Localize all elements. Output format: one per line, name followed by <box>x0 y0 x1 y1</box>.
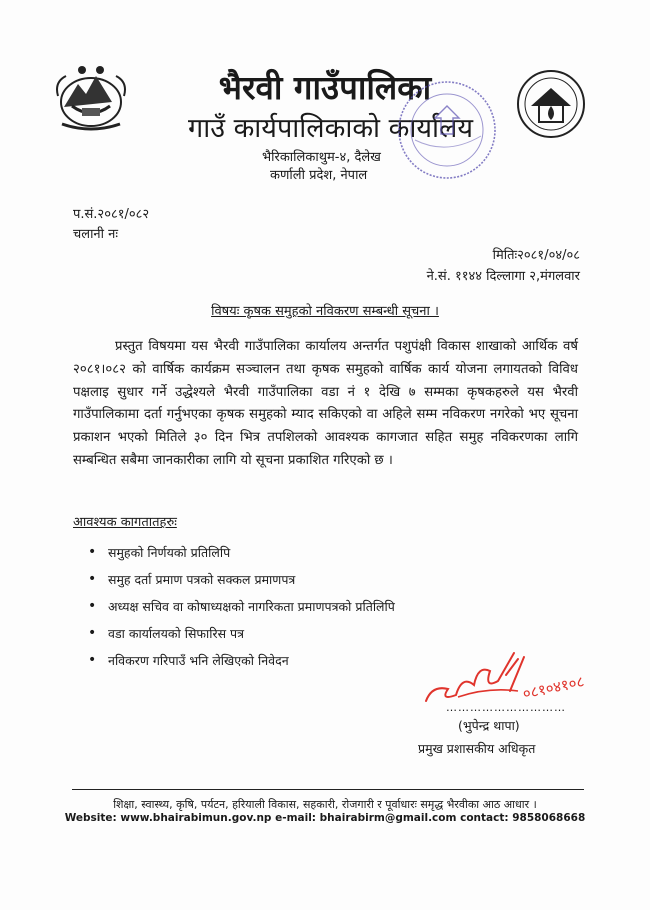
requirements-list <box>88 544 395 679</box>
signature-line: ………………………… <box>446 701 566 714</box>
list-item: • समुह दर्ता प्रमाण पत्रको सक्कल प्रमाणपत्र <box>88 571 395 598</box>
footer-divider <box>72 789 584 790</box>
dispatch-number: चलानी नः <box>73 227 118 242</box>
letter-body-paragraph: प्रस्तुत विषयमा यस भैरवी गाउँपालिका कार्यालय अन्तर्गत पशुपंक्षी विकास शाखाको आर्थिक वर्ष २०८१।०८२ को वार्षिक कार्यक्रम सञ्चालन तथा कृषक समुहको वार्षिक कार्य योजना लगायतको विविध पक्षलाइ सुधार गर्ने उद्धेश्यले भैरवी गाउँपालिका वडा नं १ देखि ७ सम्मका कृषकहरुले यस भैरवी गाउँपालिकामा दर्ता गर्नुभएका कृषक समुहको म्याद सकिएको वा अहिले सम्म नविकरण नगरेको भए सूचना प्रकाशन भएको मितिले ३० दिन भित्र तपशिलको आवश्यक कागजात सहित समुह नविकरणका लागि सम्बन्धित सबैमा जानकारीका लागि यो सूचना प्रकाशित गरिएको छ । <box>73 339 578 468</box>
office-subtitle: गाउँ कार्यपालिकाको कार्यालय <box>188 113 473 144</box>
list-item: • नविकरण गरिपाउँ भनि लेखिएको निवेदन <box>88 652 395 679</box>
office-address-line1: भैरिकालिकाथुम-४, दैलेख <box>262 150 381 165</box>
letter-subject <box>0 301 650 319</box>
list-item: • समुहको निर्णयको प्रतिलिपि <box>88 544 395 571</box>
requirements-heading: आवश्यक कागतातहरुः <box>73 515 177 530</box>
office-name-title: भैरवी गाउँपालिका <box>218 68 432 107</box>
handwritten-date: ०८१०४१०८ <box>521 672 586 703</box>
office-address-line2: कर्णाली प्रदेश, नेपाल <box>270 168 368 183</box>
subject-text: विषयः कृषक समुहको नविकरण सम्बन्धी सूचना । <box>211 304 439 319</box>
footer-slogan: शिक्षा, स्वास्थ्य, कृषि, पर्यटन, हरियाली विकास, सहकारी, रोजगारी र पूर्वाधारः समृद्ध भैरवीका आठ आधार । <box>113 798 537 811</box>
list-item: • वडा कार्यालयको सिफारिस पत्र <box>88 625 395 652</box>
signatory-name: (भुपेन्द्र थापा) <box>458 718 520 733</box>
letter-date: मितिः२०८१/०४/०८ <box>492 248 580 263</box>
office-seal-stamp-icon <box>395 78 500 183</box>
signatory-designation: प्रमुख प्रशासकीय अधिकृत <box>418 741 536 756</box>
nepal-sambat-date: ने.सं. ११४४ दिल्लागा २,मंगलवार <box>426 269 580 284</box>
footer-contact: Website: www.bhairabimun.gov.np e-mail: bhairabirm@gmail.com contact: 9858068668 <box>64 812 586 824</box>
list-item: • अध्यक्ष सचिव वा कोषाध्यक्षको नागरिकता प्रमाणपत्रको प्रतिलिपि <box>88 598 395 625</box>
letter-reference-number: प.सं.२०८१/०८२ <box>73 207 150 222</box>
